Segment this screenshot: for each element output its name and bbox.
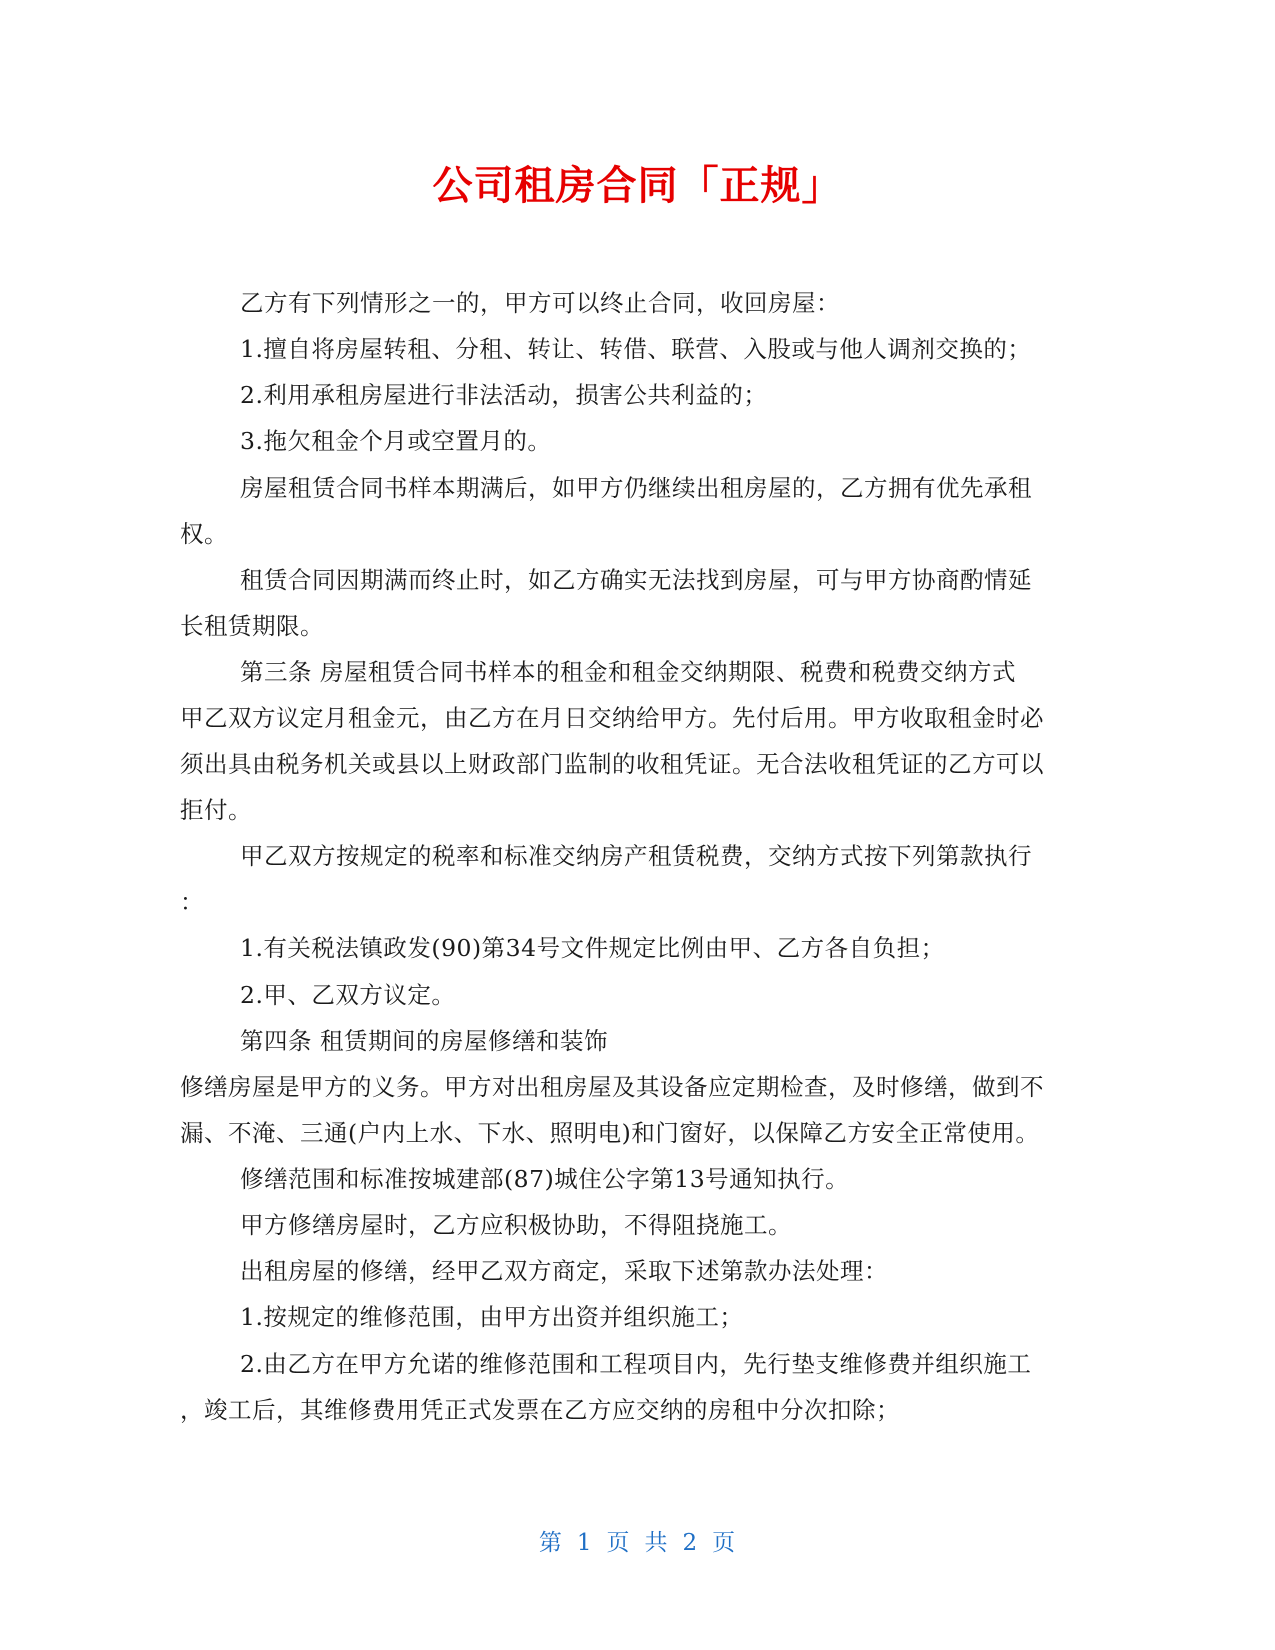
text-line: 乙方有下列情形之一的，甲方可以终止合同，收回房屋： — [240, 289, 840, 317]
page-footer — [0, 1528, 1275, 1558]
text-line: 2.甲、乙双方议定。 — [240, 981, 456, 1009]
text-line: 1.有关税法镇政发(90)第34号文件规定比例由甲、乙方各自负担； — [240, 934, 945, 962]
text-line: 第四条 租赁期间的房屋修缮和装饰 — [240, 1027, 608, 1055]
text-line: 1.擅自将房屋转租、分租、转让、转借、联营、入股或与他人调剂交换的； — [240, 335, 1032, 363]
text-line: 须出具由税务机关或县以上财政部门监制的收租凭证。无合法收租凭证的乙方可以 — [180, 750, 1044, 778]
footer-ye: 页 — [606, 1530, 631, 1556]
text-line: 甲乙双方议定月租金元，由乙方在月日交纳给甲方。先付后用。甲方收取租金时必 — [180, 704, 1044, 732]
footer-ye: 页 — [712, 1530, 737, 1556]
text-line: 租赁合同因期满而终止时，如乙方确实无法找到房屋，可与甲方协商酌情延 — [240, 566, 1032, 594]
text-line: 房屋租赁合同书样本期满后，如甲方仍继续出租房屋的，乙方拥有优先承租 — [240, 474, 1032, 502]
text-line: 1.按规定的维修范围，由甲方出资并组织施工； — [240, 1303, 744, 1331]
text-line: 第三条 房屋租赁合同书样本的租金和租金交纳期限、税费和税费交纳方式 — [240, 658, 1016, 686]
text-line: 漏、不淹、三通(户内上水、下水、照明电)和门窗好，以保障乙方安全正常使用。 — [180, 1119, 1040, 1147]
text-line: 甲方修缮房屋时，乙方应积极协助，不得阻挠施工。 — [240, 1211, 792, 1239]
text-line: 出租房屋的修缮，经甲乙双方商定，采取下述第款办法处理： — [240, 1257, 888, 1285]
footer-di: 第 — [538, 1530, 563, 1556]
text-line: 甲乙双方按规定的税率和标准交纳房产租赁税费，交纳方式按下列第款执行 — [240, 842, 1032, 870]
text-line: 拒付。 — [180, 796, 252, 824]
text-line: ，竣工后，其维修费用凭正式发票在乙方应交纳的房租中分次扣除； — [180, 1396, 900, 1424]
text-line: 3.拖欠租金个月或空置月的。 — [240, 427, 552, 455]
total-pages: 2 — [682, 1530, 699, 1556]
text-line: 长租赁期限。 — [180, 612, 324, 640]
text-line: 2.由乙方在甲方允诺的维修范围和工程项目内，先行垫支维修费并组织施工 — [240, 1350, 1032, 1378]
page-number: 1 — [576, 1530, 593, 1556]
document-title: 公司租房合同「正规」 — [432, 163, 843, 209]
text-line: 2.利用承租房屋进行非法活动，损害公共利益的； — [240, 381, 768, 409]
footer-gong: 共 — [644, 1530, 669, 1556]
text-line: 权。 — [180, 520, 228, 548]
text-line: 修缮房屋是甲方的义务。甲方对出租房屋及其设备应定期检查，及时修缮，做到不 — [180, 1073, 1044, 1101]
text-line: ： — [180, 888, 204, 916]
text-line: 修缮范围和标准按城建部(87)城住公字第13号通知执行。 — [240, 1165, 850, 1193]
